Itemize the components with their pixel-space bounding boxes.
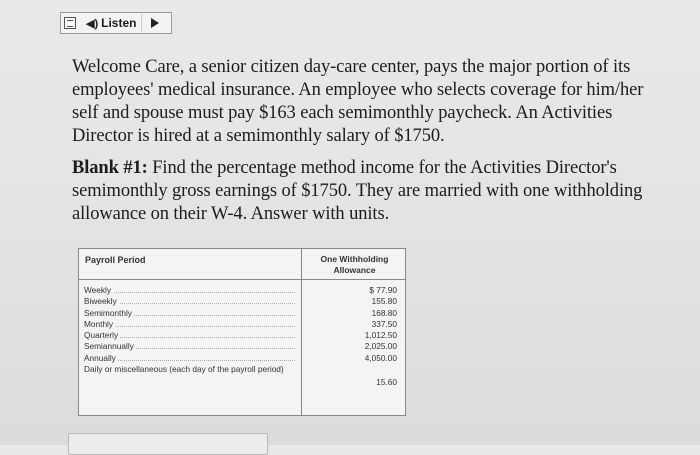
- question-text: Find the percentage method income for the Activities Director's semimonthly gross earnings of $1750. They are married with one withholding allowance on their W-4. Answer with units.: [72, 158, 643, 224]
- row-period: Biweekly: [84, 296, 117, 307]
- speaker-icon: ◀): [86, 17, 99, 30]
- header-payroll-period: Payroll Period: [85, 255, 146, 265]
- listen-toolbar: [60, 12, 172, 34]
- row-amount: 337.50: [371, 318, 397, 329]
- document-icon[interactable]: [64, 17, 76, 29]
- row-period: Semimonthly: [84, 307, 132, 318]
- row-amount: 168.80: [371, 307, 397, 318]
- table-row: [79, 353, 405, 364]
- play-icon: [151, 18, 159, 28]
- listen-label: Listen: [101, 16, 137, 30]
- row-amount: 1,012.50: [364, 330, 397, 341]
- table-rows: [79, 285, 405, 390]
- table-row: [79, 296, 405, 307]
- problem-intro: Welcome Care, a senior citizen day-care center, pays the major portion of its employees' medical insurance. An employee who selects coverage for him/her self and spouse must pay $163 each semimonthly paycheck. An Activities Director is hired at a semimonthly salary of $1750.: [72, 57, 644, 146]
- table-row: [79, 285, 405, 296]
- row-period: Daily or miscellaneous (each day of the payroll period): [84, 364, 286, 375]
- table-row: [79, 341, 405, 352]
- row-period: Quarterly: [84, 330, 119, 341]
- leader-dots: [87, 292, 295, 293]
- table-row: [79, 330, 405, 341]
- header-divider: [79, 279, 405, 280]
- row-period: Semiannually: [84, 341, 134, 352]
- withholding-allowance-table: [78, 248, 406, 416]
- table-row: [79, 364, 405, 390]
- table-row: [79, 308, 405, 319]
- problem-question: [72, 157, 672, 226]
- row-amount: 155.80: [371, 296, 397, 307]
- table-row: [79, 319, 405, 330]
- row-period: Weekly: [84, 285, 112, 295]
- row-period: Monthly: [84, 318, 114, 329]
- blank-label: Blank #1:: [72, 158, 148, 178]
- leader-dots: [87, 326, 295, 327]
- row-amount: 15.60: [376, 377, 397, 388]
- row-period: Annually: [84, 352, 116, 363]
- header-one-allowance: One Withholding Allowance: [320, 254, 389, 275]
- leader-dots: [87, 360, 295, 361]
- row-amount: 2,025.00: [364, 341, 397, 352]
- row-amount: 4,050.00: [364, 352, 397, 363]
- answer-input-box[interactable]: [68, 433, 268, 455]
- listen-button[interactable]: [80, 14, 142, 32]
- play-button[interactable]: [146, 18, 164, 28]
- row-amount: $ 77.90: [369, 285, 397, 295]
